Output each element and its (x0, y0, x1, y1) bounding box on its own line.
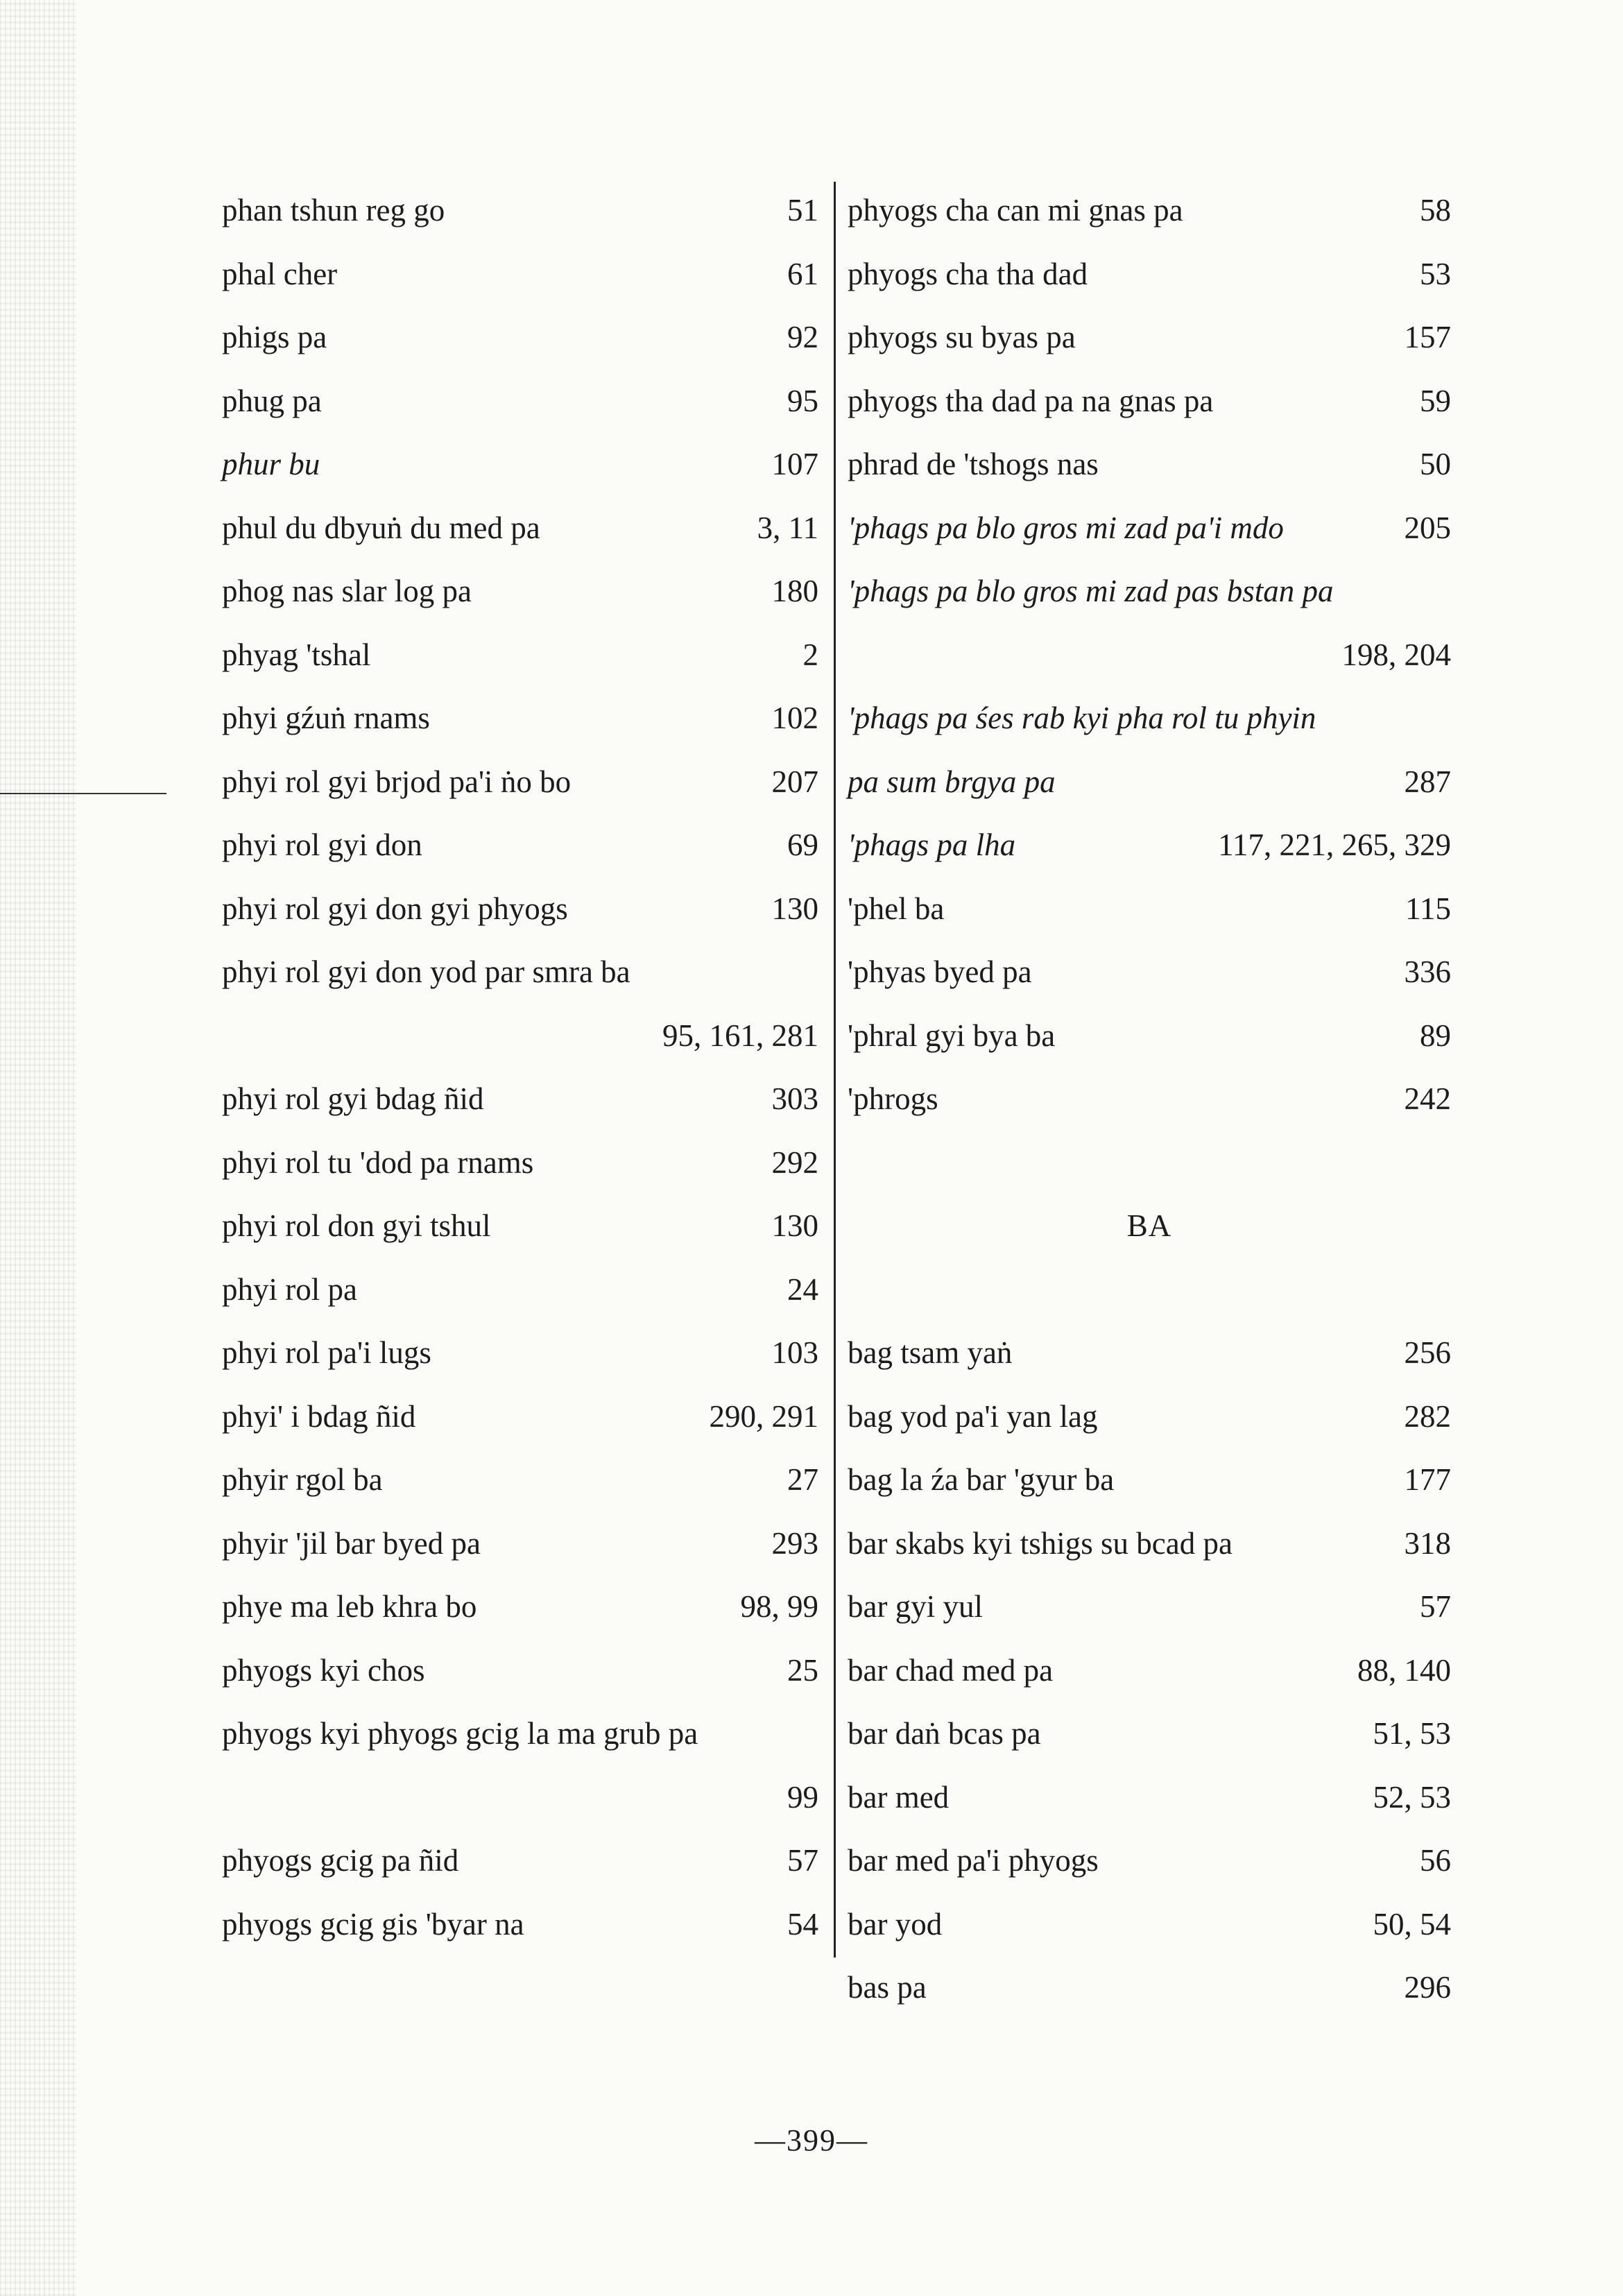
index-term: 'phyas byed pa (848, 954, 1032, 990)
index-page-refs: 296 (1404, 1970, 1451, 2005)
index-page-refs: 51, 53 (1373, 1716, 1451, 1751)
index-term: phur bu (222, 447, 320, 482)
index-term: 'phags pa blo gros mi zad pas bstan pa (848, 574, 1334, 609)
index-entry (848, 560, 1451, 624)
index-entry (222, 306, 818, 370)
index-term: phan tshun reg go (222, 193, 445, 228)
index-page-refs: 303 (771, 1081, 818, 1117)
index-term: phyogs cha can mi gnas pa (848, 193, 1183, 228)
index-term: phyogs cha tha dad (848, 256, 1088, 291)
index-entry (848, 1829, 1451, 1893)
index-entry-continuation (222, 1766, 818, 1830)
index-entry (222, 1194, 818, 1258)
blank-line (848, 1131, 1451, 1195)
index-page-refs: 242 (1404, 1081, 1451, 1117)
index-entry (222, 814, 818, 877)
index-page-refs: 3, 11 (757, 510, 818, 545)
index-term: phyir rgol ba (222, 1462, 383, 1498)
index-entry-continuation (848, 624, 1451, 687)
index-entry (848, 179, 1451, 243)
index-page-refs: 207 (771, 764, 818, 799)
blank-line (848, 1258, 1451, 1322)
index-page-refs: 130 (771, 891, 818, 926)
index-term: phyogs su byas pa (848, 320, 1076, 355)
index-entry (222, 1575, 818, 1639)
index-page-refs: 290, 291 (709, 1398, 818, 1434)
index-entry (848, 1956, 1451, 2020)
index-page-refs: 117, 221, 265, 329 (1218, 828, 1451, 863)
index-page-refs: 25 (787, 1652, 818, 1688)
index-page-refs: 115 (1405, 891, 1451, 926)
index-page-refs: 99 (787, 1779, 818, 1815)
index-term: bar daṅ bcas pa (848, 1716, 1041, 1751)
index-term: phyi rol tu 'dod pa rnams (222, 1145, 534, 1180)
index-term: phyogs kyi chos (222, 1652, 425, 1688)
index-entry (848, 306, 1451, 370)
index-term: bag tsam yaṅ (848, 1335, 1013, 1371)
index-term: phug pa (222, 383, 322, 418)
index-page-refs: 27 (787, 1462, 818, 1498)
index-page-refs: 89 (1420, 1018, 1451, 1053)
index-term: phyi rol gyi don yod par smra ba (222, 954, 630, 990)
index-entry (848, 941, 1451, 1004)
index-term: phyi' i bdag ñid (222, 1398, 416, 1434)
index-entry-continuation (222, 1004, 818, 1068)
index-entry (222, 370, 818, 434)
index-term: phyi gźuṅ rnams (222, 701, 430, 736)
index-page-refs: 198, 204 (1341, 637, 1451, 672)
index-entry (222, 1512, 818, 1576)
index-entry (848, 1893, 1451, 1957)
index-entry (222, 1258, 818, 1322)
index-entry (222, 560, 818, 624)
index-term: bar chad med pa (848, 1652, 1054, 1688)
index-page-refs: 61 (787, 256, 818, 291)
index-entry (848, 1766, 1451, 1830)
index-term: phyi rol pa (222, 1271, 357, 1307)
index-page-refs: 53 (1420, 256, 1451, 291)
index-term: phyag 'tshal (222, 637, 371, 672)
index-entry (222, 941, 818, 1004)
index-page-refs: 102 (771, 701, 818, 736)
index-page-refs: 336 (1404, 954, 1451, 990)
index-page-refs: 205 (1404, 510, 1451, 545)
index-term: bar med (848, 1779, 950, 1815)
index-entry (222, 1448, 818, 1512)
index-term: phul du dbyuṅ du med pa (222, 510, 540, 545)
index-term: phyogs kyi phyogs gcig la ma grub pa (222, 1716, 698, 1751)
index-entry (848, 814, 1451, 877)
index-term: phyi rol gyi don gyi phyogs (222, 891, 568, 926)
index-entry (848, 1512, 1451, 1576)
index-entry (222, 243, 818, 307)
index-term: phyi rol gyi brjod pa'i ṅo bo (222, 764, 572, 799)
index-entry (222, 497, 818, 560)
index-entry (848, 243, 1451, 307)
index-page-refs: 103 (771, 1335, 818, 1371)
index-term: 'phags pa lha (848, 828, 1016, 863)
index-entry (848, 751, 1451, 814)
index-page-refs: 98, 99 (740, 1589, 818, 1625)
index-term: bag yod pa'i yan lag (848, 1398, 1098, 1434)
index-term: bar med pa'i phyogs (848, 1843, 1099, 1878)
index-entry (848, 1385, 1451, 1449)
index-entry (848, 1068, 1451, 1131)
index-entry (222, 1385, 818, 1449)
index-term: bar skabs kyi tshigs su bcad pa (848, 1525, 1233, 1561)
index-page-refs: 318 (1404, 1525, 1451, 1561)
index-term: phal cher (222, 256, 338, 291)
index-entry (222, 1321, 818, 1385)
index-entry (222, 624, 818, 687)
index-term: 'phags pa blo gros mi zad pa'i mdo (848, 510, 1284, 545)
index-entry (848, 1321, 1451, 1385)
index-page-refs: 59 (1420, 383, 1451, 418)
index-term: pa sum brgya pa (848, 764, 1056, 799)
index-entry (222, 751, 818, 814)
index-entry (848, 433, 1451, 497)
index-entry (222, 1068, 818, 1131)
index-entry (222, 1893, 818, 1957)
column-divider (834, 182, 836, 1957)
index-term: phyi rol don gyi tshul (222, 1208, 491, 1244)
margin-rule-mark (0, 793, 166, 794)
index-page-refs: 157 (1404, 320, 1451, 355)
index-entry (222, 1131, 818, 1195)
index-entry (848, 497, 1451, 560)
index-entry (222, 179, 818, 243)
index-page-refs: 282 (1404, 1398, 1451, 1434)
index-column-left (222, 179, 818, 1956)
index-term: 'phags pa śes rab kyi pha rol tu phyin (848, 701, 1316, 736)
index-page-refs: 52, 53 (1373, 1779, 1451, 1815)
index-entry (222, 687, 818, 751)
page-number: —399— (755, 2123, 868, 2157)
index-page-refs: 292 (771, 1145, 818, 1180)
index-term: phyogs gcig gis 'byar na (222, 1906, 524, 1942)
index-page-refs: 107 (771, 447, 818, 482)
index-term: phyi rol pa'i lugs (222, 1335, 431, 1371)
index-term: 'phel ba (848, 891, 945, 926)
index-page-refs: 51 (787, 193, 818, 228)
index-page-refs: 88, 140 (1357, 1652, 1451, 1688)
index-page-refs: 58 (1420, 193, 1451, 228)
index-entry (222, 877, 818, 941)
index-entry (848, 1702, 1451, 1766)
index-term: phyogs tha dad pa na gnas pa (848, 383, 1214, 418)
index-page-refs: 57 (787, 1843, 818, 1878)
index-term: phyogs gcig pa ñid (222, 1843, 459, 1878)
index-term: phigs pa (222, 320, 327, 355)
index-entry (848, 1004, 1451, 1068)
scan-margin-noise (0, 0, 76, 2296)
index-entry (848, 1575, 1451, 1639)
index-page-refs: 180 (771, 574, 818, 609)
index-page-refs: 95, 161, 281 (662, 1018, 818, 1053)
index-page-refs: 177 (1404, 1462, 1451, 1498)
index-term: bar gyi yul (848, 1589, 983, 1625)
index-term: bas pa (848, 1970, 927, 2005)
index-page-refs: 50 (1420, 447, 1451, 482)
index-term: phye ma leb khra bo (222, 1589, 477, 1625)
index-entry (848, 877, 1451, 941)
index-page-refs: 256 (1404, 1335, 1451, 1371)
index-page-refs: 287 (1404, 764, 1451, 799)
index-column-right (848, 179, 1451, 2020)
index-entry (848, 687, 1451, 751)
index-entry (222, 1702, 818, 1766)
index-term: phyir 'jil bar byed pa (222, 1525, 481, 1561)
section-heading (848, 1194, 1451, 1258)
index-entry (848, 370, 1451, 434)
index-page-refs: 293 (771, 1525, 818, 1561)
index-entry (222, 1829, 818, 1893)
index-entry (222, 1639, 818, 1703)
index-term: 'phral gyi bya ba (848, 1018, 1056, 1053)
index-term: bag la źa bar 'gyur ba (848, 1462, 1115, 1498)
index-term: phyi rol gyi bdag ñid (222, 1081, 484, 1117)
index-entry (848, 1448, 1451, 1512)
index-page-refs: 2 (802, 637, 818, 672)
index-term: phrad de 'tshogs nas (848, 447, 1099, 482)
index-entry (848, 1639, 1451, 1703)
index-term: 'phrogs (848, 1081, 938, 1117)
section-heading-label: BA (1126, 1208, 1172, 1244)
index-term: bar yod (848, 1906, 943, 1942)
index-term: phyi rol gyi don (222, 828, 422, 863)
index-page-refs: 130 (771, 1208, 818, 1244)
index-page-refs: 92 (787, 320, 818, 355)
index-term: phog nas slar log pa (222, 574, 472, 609)
index-page-refs: 69 (787, 828, 818, 863)
index-page-refs: 57 (1420, 1589, 1451, 1625)
index-page-refs: 54 (787, 1906, 818, 1942)
index-page-refs: 95 (787, 383, 818, 418)
index-page-refs: 24 (787, 1271, 818, 1307)
index-entry (222, 433, 818, 497)
index-page-refs: 50, 54 (1373, 1906, 1451, 1942)
index-page-refs: 56 (1420, 1843, 1451, 1878)
